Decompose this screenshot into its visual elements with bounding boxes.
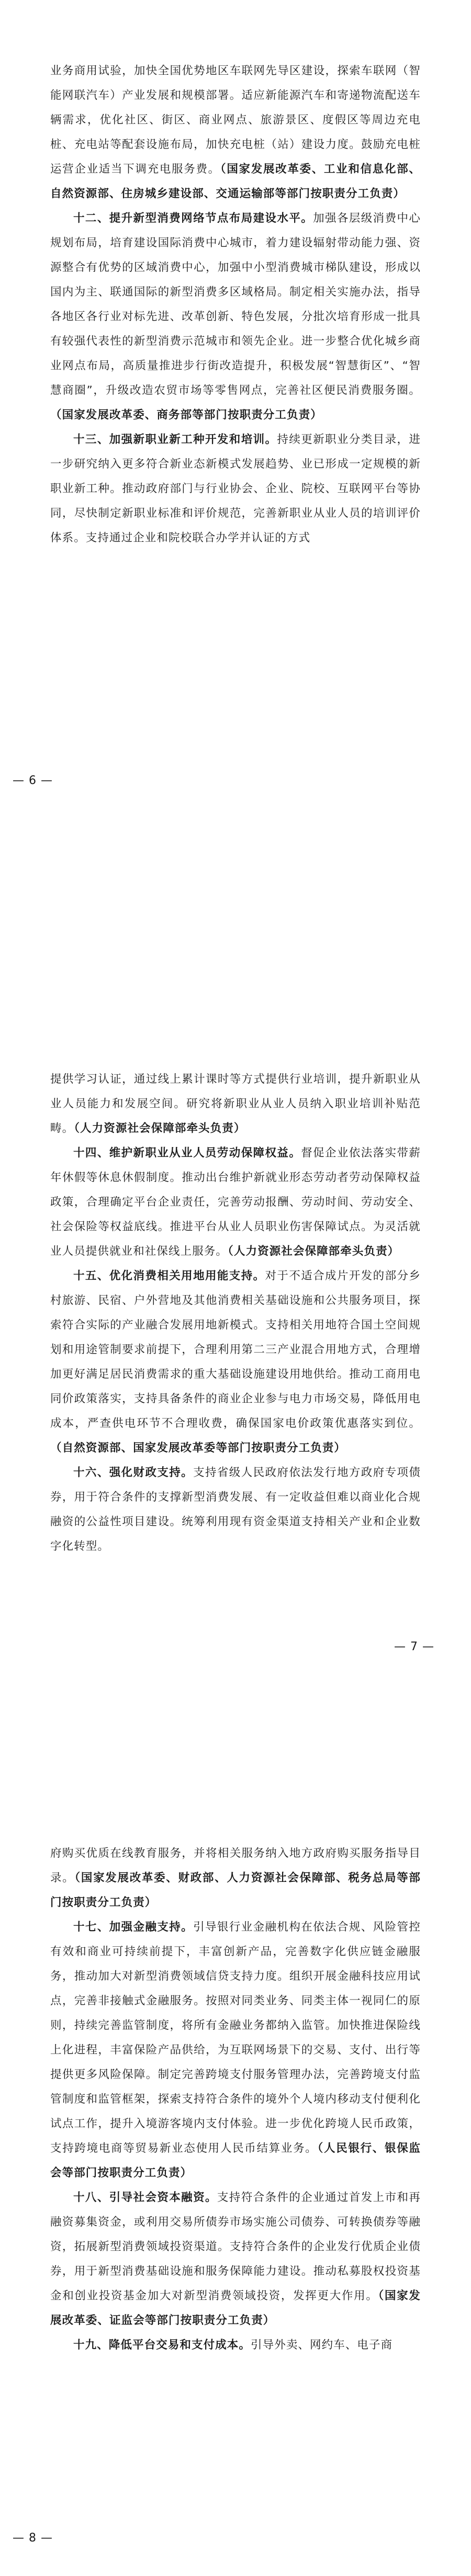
page-number: — 7 — — [394, 1640, 434, 1653]
document-page-6 — [0, 0, 471, 847]
paragraph — [50, 1141, 421, 1264]
section-heading: 十六、强化财政支持。 — [73, 1466, 194, 1479]
paragraph — [50, 206, 421, 427]
paragraph-body: 业务商用试验，加快全国优势地区车联网先导区建设，探索车联网（智能网联汽车）产业发展和规模部署。适应新能源汽车和寄递物流配送车辆需求，优化社区、街区、商业网点、旅游景区、度假区等周边充电桩、充电站等配套设施布局，加快充电桩（站）建设力度。鼓励充电桩运营企业适当下调充电服务费。 — [50, 64, 421, 176]
responsible-departments: （国家发展改革委、证监会等部门按职责分工负责） — [50, 2289, 421, 2327]
section-heading: 十三、加强新职业新工种开发和培训。 — [73, 433, 277, 446]
section-heading: 十九、降低平台交易和支付成本。 — [73, 2339, 251, 2352]
section-heading: 十八、引导社会资本融资。 — [73, 2191, 217, 2204]
responsible-departments: （人力资源社会保障部牵头负责） — [228, 1245, 400, 1258]
responsible-departments: （人力资源社会保障部牵头负责） — [74, 1122, 246, 1135]
paragraph-body: 引导外卖、网约车、电子商 — [251, 2339, 393, 2352]
paragraph — [50, 1264, 421, 1460]
paragraph-body: 引导银行业金融机构在依法合规、风险管控有效和商业可持续前提下，丰富创新产品，完善数字化供应链金融服务，推动加大对新型消费领域信贷支持力度。组织开展金融科技应用试点，完善非接触式金融服务。按照对同类业务、同类主体一视同仁的原则，持续完善监管制度，将所有金融业务都纳入监管。加快推进保险线上化进程，丰富保险产品供给，为互联网场景下的交易、支付、出行等提供更多风险保障。制定完善跨境支付服务管理办法，完善跨境支付监管制度和监管框架，探索支持符合条件的境外个人境内移动支付便利化试点工作，提升入境游客境内支付体验。进一步优化跨境人民币政策，支持跨境电商等贸易新业态使用人民币结算业务。 — [50, 1921, 421, 2155]
responsible-departments: （人民银行、银保监会等部门按职责分工负责） — [50, 2142, 421, 2180]
paragraph — [50, 427, 421, 550]
document-page-8 — [0, 1684, 471, 2576]
paragraph — [50, 2333, 421, 2357]
section-heading: 十七、加强金融支持。 — [73, 1921, 194, 1934]
paragraph — [50, 1460, 421, 1559]
page-number: — 6 — — [13, 774, 53, 787]
paragraph — [50, 1841, 421, 1915]
paragraph-body: 督促企业依法落实带薪年休假等休息休假制度。推动出台维护新就业形态劳动者劳动保障权益政策，合理确定平台企业责任，完善劳动报酬、劳动时间、劳动安全、社会保险等权益底线。推进平台从业人员职业伤害保障试点。为灵活就业人员提供就业和社保线上服务。 — [50, 1147, 421, 1258]
paragraph-body: 提供学习认证，通过线上累计课时等方式提供行业培训，提升新职业从业人员能力和发展空间。研究将新职业从业人员纳入职业培训补贴范畴。 — [50, 1073, 421, 1135]
responsible-departments: （国家发展改革委、工业和信息化部、自然资源部、住房城乡建设部、交通运输部等部门按职责分工负责） — [50, 163, 421, 200]
section-heading: 十二、提升新型消费网络节点布局建设水平。 — [73, 212, 313, 225]
paragraph — [50, 1067, 421, 1141]
paragraph-body: 加强各层级消费中心规划布局，培育建设国际消费中心城市，着力建设辐射带动能力强、资源整合有优势的区域消费中心，加强中小型消费城市梯队建设，形成以国内为主、联通国际的新型消费多区域格局。制定相关实施办法，指导各地区各行业对标先进、改革创新、特色发展，分批次培育形成一批具有较强代表性的新型消费示范城市和领先企业。进一步整合优化城乡商业网点布局，高质量推进步行街改造提升，积极发展“智慧街区”、“智慧商圈”，升级改造农贸市场等零售网点，完善社区便民消费服务圈。 — [50, 212, 421, 397]
section-heading: 十五、优化消费相关用地用能支持。 — [73, 1269, 265, 1283]
page-number: — 8 — — [13, 2532, 53, 2545]
paragraph — [50, 1915, 421, 2185]
paragraph-body: 支持省级人民政府依法发行地方政府专项债券，用于符合条件的支撑新型消费发展、有一定收益但难以商业化合规融资的公益性项目建设。统筹利用现有资金渠道支持相关产业和企业数字化转型。 — [50, 1466, 421, 1553]
responsible-departments: （国家发展改革委、财政部、人力资源社会保障部、税务总局等部门按职责分工负责） — [50, 1871, 421, 1909]
paragraph-body: 府购买优质在线教育服务，并将相关服务纳入地方政府购买服务指导目录。 — [50, 1847, 421, 1885]
paragraph-body: 持续更新职业分类目录，进一步研究纳入更多符合新业态新模式发展趋势、业已形成一定规模的新职业新工种。推动政府部门与行业协会、企业、院校、互联网平台等协同，尽快制定新职业标准和评价规范，完善新职业从业人员的培训评价体系。支持通过企业和院校联合办学并认证的方式 — [50, 433, 421, 544]
paragraph-body: 对于不适合成片开发的部分乡村旅游、民宿、户外营地及其他消费相关基础设施和公共服务项目，探索符合实际的产业融合发展用地新模式。支持相关用地符合国土空间规划和用途管制要求前提下，合理利用第二三产业混合用地方式，合理增加更好满足居民消费需求的重大基础设施建设用地供给。推动工商用电同价政策落实，支持具备条件的商业企业参与电力市场交易，降低用电成本，严查供电环节不合理收费，确保国家电价政策优惠落实到位。 — [50, 1269, 421, 1430]
section-heading: 十四、维护新职业从业人员劳动保障权益。 — [73, 1147, 301, 1160]
responsible-departments: （国家发展改革委、商务部等部门按职责分工负责） — [50, 408, 322, 422]
paragraph — [50, 2185, 421, 2333]
page-content — [50, 1067, 421, 1559]
page-content — [50, 59, 421, 550]
paragraph-body: 支持符合条件的企业通过首发上市和再融资募集资金，或利用交易所债券市场实施公司债券、可转换债券等融资，拓展新型消费领域投资渠道。支持符合条件的企业发行优质企业债券，用于新型消费基础设施和服务保障能力建设。推动私募股权投资基金和创业投资基金加大对新型消费领域投资，发挥更大作用。 — [50, 2191, 421, 2302]
paragraph — [50, 59, 421, 206]
document-page-7 — [0, 847, 471, 1684]
page-content — [50, 1841, 421, 2357]
responsible-departments: （自然资源部、国家发展改革委等部门按职责分工负责） — [50, 1442, 346, 1455]
